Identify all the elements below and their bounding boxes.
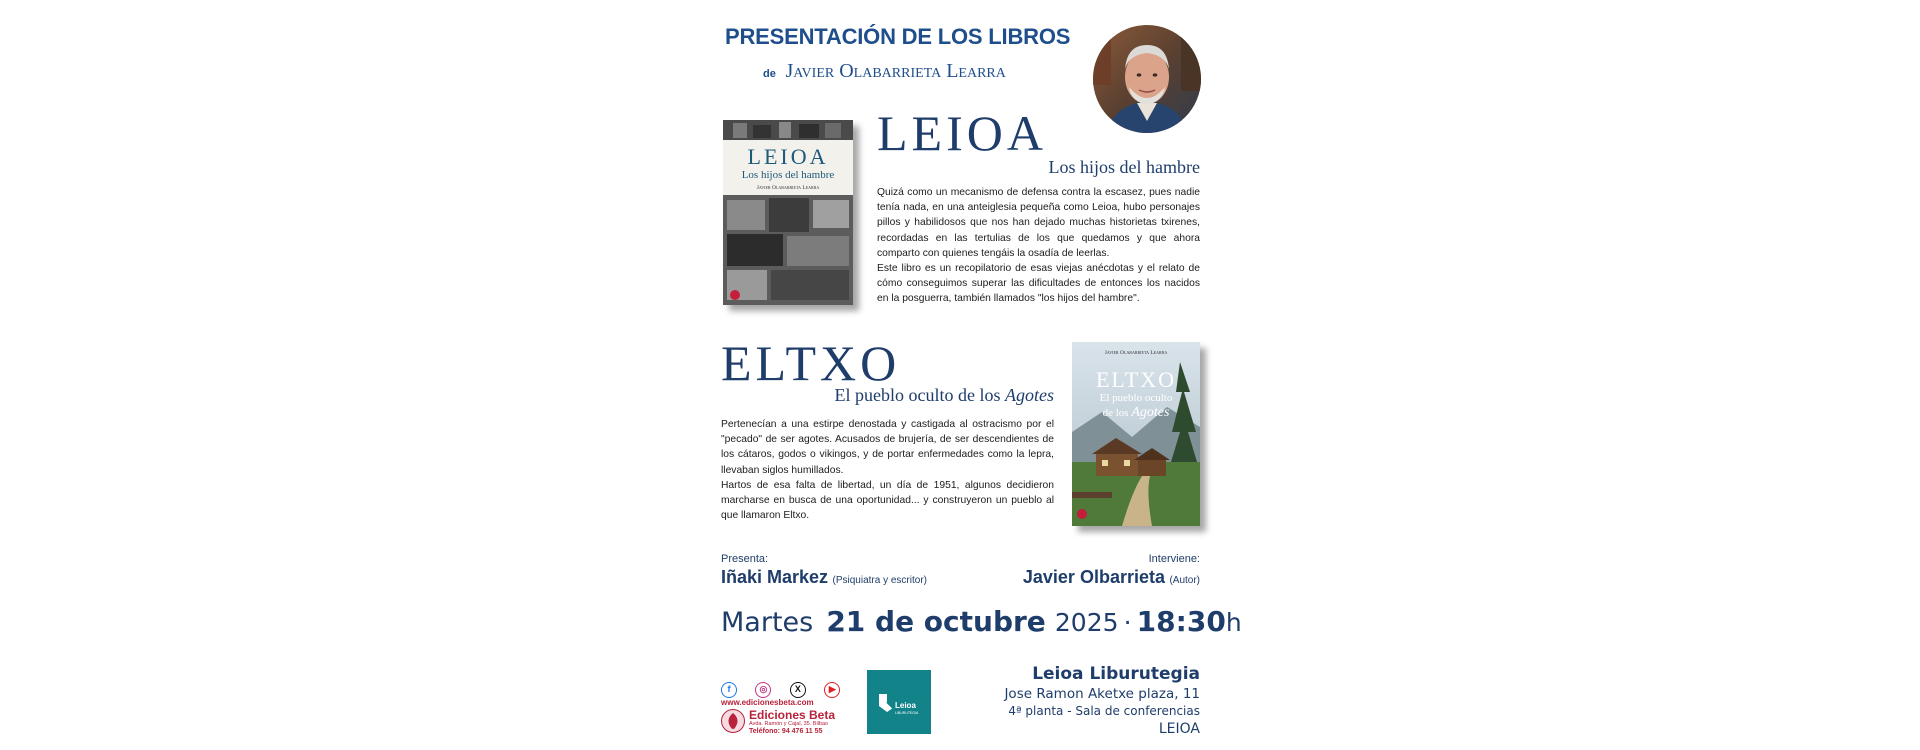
youtube-icon[interactable]: ▶ [824,682,840,698]
x-icon[interactable]: X [790,682,806,698]
eltxo-cover-sub2 [1072,405,1200,421]
event-datetime [721,605,1242,638]
event-day: Martes [721,607,814,638]
event-time-suffix: h [1225,608,1242,637]
leioa-paragraph-2: Este libro es un recopilatorio de esas viejas anécdotas y el relato de cómo conseguimos superar las dificultades de entonces los nacidos en la posguerra, también llamados "los hijos del hambre". [877,263,1200,305]
presenta-name-line [721,567,927,588]
leioa-cover-author: Javier Olabarrieta Learra [756,185,820,191]
leioa-book-cover [723,120,853,305]
event-poster [705,0,1242,750]
author-line [763,60,1006,83]
poster-title: PRESENTACIÓN DE LOS LIBROS [725,24,1071,49]
interviene-role: (Autor) [1169,575,1200,586]
venue-name: Leioa Liburutegia [1032,664,1200,684]
eltxo-cover-title: ELTXO [1095,367,1177,392]
facebook-icon[interactable]: f [721,682,737,698]
eltxo-cover-sub2-italic: Agotes [1131,405,1170,420]
author-name: Javier Olabarrieta Learra [785,60,1006,82]
leioa-paragraph-1: Quizá como un mecanismo de defensa contra la escasez, pues nadie tenía nada, en una anteiglesia pequeña como Leioa, hubo personajes pillos y habilidosos que nos han dejado muchas historietas txirenes, recordadas en las tertulias de los que quedamos y que ahora comparto con quienes tengáis la osadía de leerlas. [877,187,1200,259]
venue-logo-sub: LIBURUTEGIA [895,711,919,715]
publisher-logo [721,709,745,733]
venue-floor: 4ª planta - Sala de conferencias [1008,704,1200,718]
venue-city: LEIOA [1158,721,1200,737]
eltxo-subtitle-italic: Agotes [1005,385,1054,405]
event-time: 18:30 [1136,605,1226,638]
leioa-cover-title: LEIOA [747,144,829,169]
publisher-phone: Teléfono: 94 476 11 55 [749,728,823,735]
eltxo-cover-sub1: El pueblo oculto [1099,392,1173,404]
publisher-name: Ediciones Beta [749,708,836,722]
eltxo-cover-sub2-text: de los [1102,407,1132,419]
presenta-label: Presenta: [721,553,769,565]
venue-info [935,664,1200,738]
publisher-address: Avda. Ramón y Cajal, 35. Bilbao [749,721,829,727]
interviene-block [955,553,1200,588]
event-date: 21 de octubre [826,605,1046,638]
author-photo [1093,25,1201,133]
eltxo-subtitle [721,385,1054,406]
author-prefix: de [763,68,776,80]
eltxo-subtitle-text: El pueblo oculto de los [834,385,1005,405]
venue-logo [867,670,931,734]
presenter-block [721,553,927,588]
social-icons [721,679,854,698]
eltxo-paragraph-2: Hartos de esa falta de libertad, un día de 1951, algunos decidieron marcharse en busca de una oportunidad... y construyeron un pueblo al que llamaron Eltxo. [721,479,1054,522]
eltxo-paragraph-1: Pertenecían a una estirpe denostada y castigada al ostracismo por el "pecado" de ser agotes. Acusados de brujería, de ser descendientes de los cátaros, godos o vikingos, y de portar enfermedades como la lepra, llevaban siglos humillados. [721,419,1054,476]
eltxo-description [721,417,1054,523]
leioa-title: LEIOA [877,105,1047,161]
presenta-name: Iñaki Markez [721,567,829,587]
leioa-subtitle: Los hijos del hambre [1048,157,1200,177]
interviene-label: Interviene: [1148,553,1200,565]
eltxo-title: ELTXO [721,335,901,391]
interviene-name-line [955,567,1200,588]
venue-address: Jose Ramon Aketxe plaza, 11 [1004,686,1200,702]
presenta-role: (Psiquiatra y escritor) [832,575,927,586]
eltxo-cover-author: Javier Olabarrieta Learra [1104,350,1168,356]
publisher-website[interactable]: www.edicionesbeta.com [721,698,814,707]
event-separator: · [1123,608,1132,637]
interviene-name: Javier Olbarrieta [1022,567,1165,587]
instagram-icon[interactable]: ◎ [755,682,771,698]
event-year: 2025 [1054,608,1119,637]
leioa-cover-subtitle: Los hijos del hambre [741,169,835,181]
venue-logo-text: Leioa [895,701,916,710]
leioa-description [877,185,1200,307]
eltxo-book-cover [1072,342,1200,526]
